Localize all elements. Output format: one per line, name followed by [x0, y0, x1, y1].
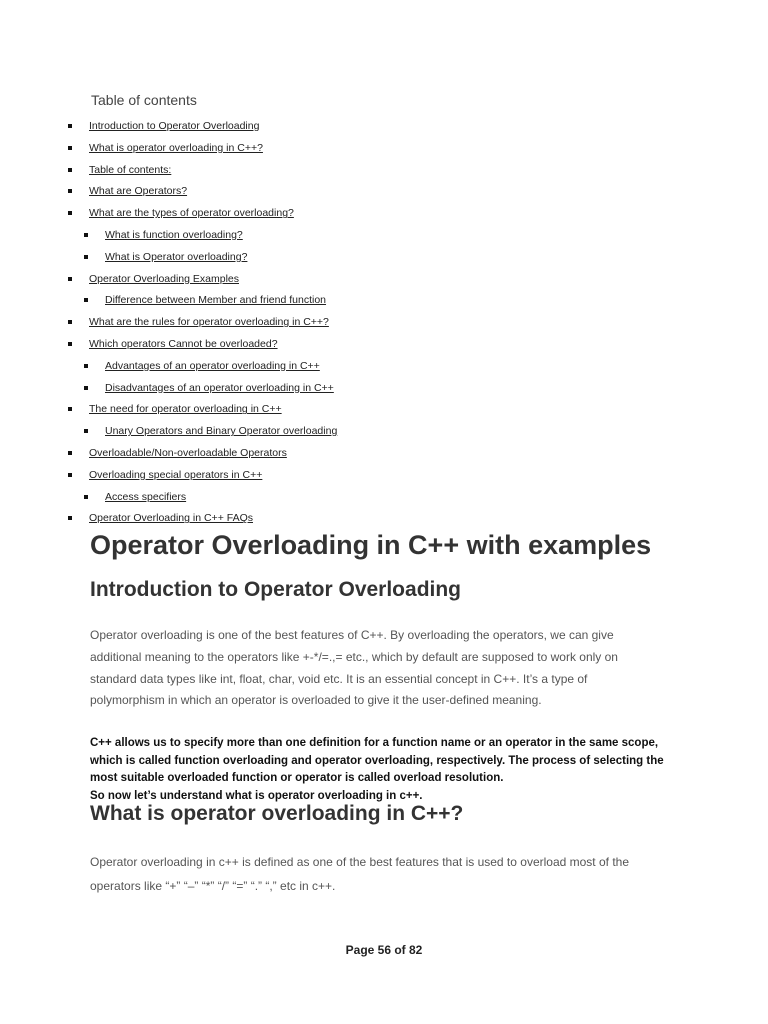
- toc-item: [0, 334, 768, 356]
- toc-item: [0, 181, 768, 203]
- toc-link[interactable]: Which operators Cannot be overloaded?: [89, 337, 278, 350]
- toc-item: [0, 138, 768, 160]
- toc-item: [0, 487, 768, 509]
- toc-link[interactable]: What are the types of operator overloading?: [89, 207, 294, 220]
- what-line: operators like “+” “–” “*” “/” “=” “.” “,” etc in c++.: [90, 879, 336, 893]
- bold-line: most suitable overloaded function or operator is called overload resolution.: [90, 772, 504, 784]
- bullet-icon: [84, 495, 88, 499]
- bullet-icon: [68, 451, 72, 455]
- bullet-icon: [68, 407, 72, 411]
- toc-link[interactable]: Overloading special operators in C++: [89, 468, 263, 481]
- bullet-icon: [68, 124, 72, 128]
- page-number: Page 56 of 82: [345, 943, 423, 957]
- intro-paragraph: [90, 625, 690, 712]
- toc-link[interactable]: The need for operator overloading in C++: [89, 403, 282, 416]
- bullet-icon: [84, 298, 88, 302]
- intro-line: Operator overloading is one of the best features of C++. By overloading the operators, we can give: [90, 628, 614, 642]
- toc-link[interactable]: What are Operators?: [89, 185, 188, 198]
- bold-line: C++ allows us to specify more than one definition for a function name or an operator in the same scope,: [90, 737, 659, 749]
- toc-list: [0, 116, 768, 530]
- bullet-icon: [84, 255, 88, 259]
- bullet-icon: [84, 233, 88, 237]
- bullet-icon: [84, 429, 88, 433]
- toc-link[interactable]: Difference between Member and friend function: [105, 294, 327, 307]
- bullet-icon: [68, 342, 72, 346]
- toc-item: [0, 356, 768, 378]
- toc-link[interactable]: Access specifiers: [105, 490, 187, 503]
- toc-item: [0, 269, 768, 291]
- bullet-icon: [68, 516, 72, 520]
- bullet-icon: [68, 168, 72, 172]
- toc-item: [0, 399, 768, 421]
- toc-item: [0, 116, 768, 138]
- bullet-icon: [68, 473, 72, 477]
- bullet-icon: [68, 189, 72, 193]
- toc-link[interactable]: Introduction to Operator Overloading: [89, 120, 260, 132]
- what-heading: What is operator overloading in C++?: [90, 802, 464, 825]
- intro-line: standard data types like int, float, char, void etc. It is an essential concept in C++. It’s a type of: [90, 671, 588, 686]
- bullet-icon: [68, 277, 72, 281]
- toc-link[interactable]: Unary Operators and Binary Operator overloading: [105, 425, 338, 438]
- toc-item: [0, 378, 768, 400]
- bullet-icon: [84, 386, 88, 390]
- toc-item: [0, 247, 768, 269]
- toc-title: Table of contents: [91, 92, 197, 108]
- bullet-icon: [84, 364, 88, 368]
- toc-item: [0, 465, 768, 487]
- bullet-icon: [68, 146, 72, 150]
- toc-link[interactable]: Operator Overloading in C++ FAQs: [89, 512, 253, 525]
- bullet-icon: [68, 320, 72, 324]
- intro-heading: Introduction to Operator Overloading: [90, 578, 462, 601]
- toc-link[interactable]: Overloadable/Non-overloadable Operators: [89, 446, 287, 459]
- toc-link[interactable]: Disadvantages of an operator overloading in C++: [105, 381, 334, 394]
- toc-item: [0, 312, 768, 334]
- toc-link[interactable]: What is Operator overloading?: [105, 250, 248, 263]
- toc-link[interactable]: Advantages of an operator overloading in C++: [105, 359, 320, 372]
- toc-link[interactable]: What are the rules for operator overloading in C++?: [89, 316, 329, 329]
- toc-item: [0, 443, 768, 465]
- toc-link[interactable]: Operator Overloading Examples: [89, 272, 239, 285]
- article-title: Operator Overloading in C++ with examples: [90, 530, 652, 560]
- toc-link[interactable]: What is operator overloading in C++?: [89, 141, 263, 154]
- toc-item: [0, 225, 768, 247]
- toc-item: [0, 290, 768, 312]
- toc-link[interactable]: What is function overloading?: [105, 228, 243, 241]
- toc-item: [0, 203, 768, 225]
- bold-paragraph: [90, 735, 690, 805]
- bold-line: which is called function overloading and operator overloading, respectively. The process of selecting the: [90, 754, 664, 767]
- toc-item: [0, 160, 768, 182]
- bold-line: So now let’s understand what is operator overloading in c++.: [90, 789, 423, 802]
- intro-line: polymorphism in which an operator is overloaded to give it the user-defined meaning.: [90, 693, 542, 708]
- toc-item: [0, 421, 768, 443]
- what-line: Operator overloading in c++ is defined as one of the best features that is used to overload most of the: [90, 855, 629, 869]
- intro-line: additional meaning to the operators like +-*/=.,= etc., which by default are supposed to work only on: [90, 649, 618, 664]
- toc-link[interactable]: Table of contents:: [89, 163, 172, 176]
- bullet-icon: [68, 211, 72, 215]
- what-paragraph: [90, 850, 690, 898]
- toc-item: [0, 508, 768, 530]
